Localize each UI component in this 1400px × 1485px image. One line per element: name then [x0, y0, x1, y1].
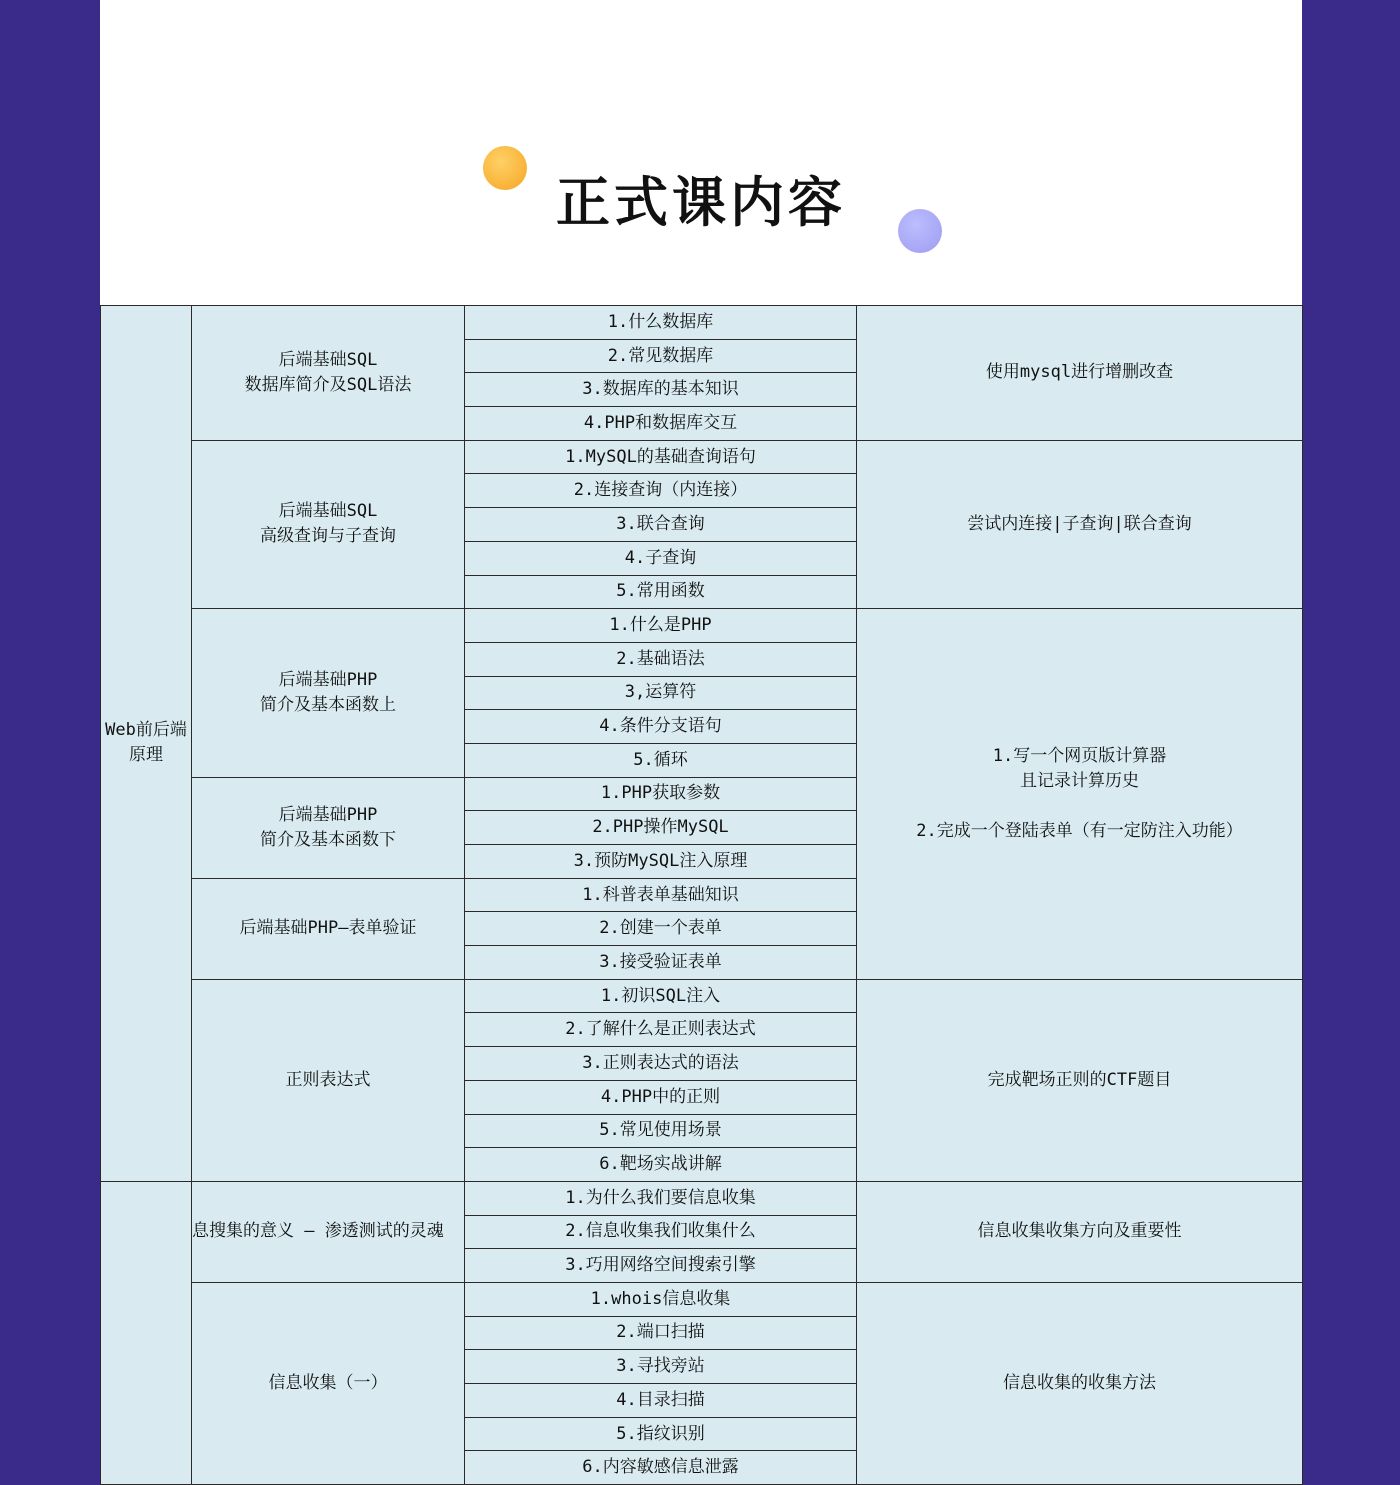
module-cell	[101, 1181, 192, 1484]
lesson-item: 1.什么数据库	[465, 306, 857, 340]
topic-cell: 后端基础SQL 高级查询与子查询	[192, 440, 465, 608]
topic-cell: 息搜集的意义 — 渗透测试的灵魂	[192, 1181, 465, 1282]
topic-cell: 正则表达式	[192, 979, 465, 1181]
course-table	[100, 305, 1303, 1485]
module-cell: Web前后端 原理	[101, 306, 192, 1182]
lesson-item: 1.科普表单基础知识	[465, 878, 857, 912]
topic-cell: 后端基础PHP 简介及基本函数上	[192, 609, 465, 777]
lesson-item: 3.寻找旁站	[465, 1350, 857, 1384]
lesson-item: 4.子查询	[465, 541, 857, 575]
lesson-item: 2.了解什么是正则表达式	[465, 1013, 857, 1047]
lesson-item: 2.常见数据库	[465, 339, 857, 373]
topic-cell: 后端基础PHP—表单验证	[192, 878, 465, 979]
lesson-item: 5.常见使用场景	[465, 1114, 857, 1148]
lesson-item: 2.连接查询（内连接）	[465, 474, 857, 508]
project-cell: 信息收集收集方向及重要性	[857, 1181, 1303, 1282]
lesson-item: 6.内容敏感信息泄露	[465, 1451, 857, 1485]
lesson-item: 4.PHP中的正则	[465, 1080, 857, 1114]
lesson-item: 5.常用函数	[465, 575, 857, 609]
header	[100, 0, 1302, 305]
lesson-item: 1.什么是PHP	[465, 609, 857, 643]
project-cell: 信息收集的收集方法	[857, 1282, 1303, 1484]
table-row	[101, 1282, 1303, 1316]
lesson-item: 3.数据库的基本知识	[465, 373, 857, 407]
lesson-item: 4.目录扫描	[465, 1384, 857, 1418]
table-row	[101, 1181, 1303, 1215]
topic-cell: 后端基础SQL 数据库简介及SQL语法	[192, 306, 465, 441]
lesson-item: 2.创建一个表单	[465, 912, 857, 946]
lesson-item: 3,运算符	[465, 676, 857, 710]
lesson-item: 3.预防MySQL注入原理	[465, 845, 857, 879]
project-cell: 1.写一个网页版计算器 且记录计算历史 2.完成一个登陆表单（有一定防注入功能）	[857, 609, 1303, 980]
table-row	[101, 609, 1303, 643]
page-sheet	[100, 0, 1302, 1484]
lesson-item: 3.接受验证表单	[465, 946, 857, 980]
table-row	[101, 306, 1303, 340]
project-cell: 使用mysql进行增删改查	[857, 306, 1303, 441]
lesson-item: 2.端口扫描	[465, 1316, 857, 1350]
lesson-item: 1.MySQL的基础查询语句	[465, 440, 857, 474]
page-title: 正式课内容	[556, 171, 846, 234]
lesson-item: 4.PHP和数据库交互	[465, 407, 857, 441]
table-row	[101, 979, 1303, 1013]
lesson-item: 2.基础语法	[465, 642, 857, 676]
lesson-item: 6.靶场实战讲解	[465, 1148, 857, 1182]
lesson-item: 5.循环	[465, 743, 857, 777]
table-row	[101, 440, 1303, 474]
lesson-item: 1.初识SQL注入	[465, 979, 857, 1013]
lesson-item: 3.正则表达式的语法	[465, 1047, 857, 1081]
topic-cell: 后端基础PHP 简介及基本函数下	[192, 777, 465, 878]
lesson-item: 2.PHP操作MySQL	[465, 811, 857, 845]
lesson-item: 4.条件分支语句	[465, 710, 857, 744]
lesson-item: 3.巧用网络空间搜索引擎	[465, 1249, 857, 1283]
project-cell: 尝试内连接|子查询|联合查询	[857, 440, 1303, 608]
lesson-item: 3.联合查询	[465, 508, 857, 542]
lesson-item: 2.信息收集我们收集什么	[465, 1215, 857, 1249]
project-cell: 完成靶场正则的CTF题目	[857, 979, 1303, 1181]
topic-cell: 信息收集（一）	[192, 1282, 465, 1484]
lesson-item: 1.whois信息收集	[465, 1282, 857, 1316]
lesson-item: 5.指纹识别	[465, 1417, 857, 1451]
lesson-item: 1.PHP获取参数	[465, 777, 857, 811]
lesson-item: 1.为什么我们要信息收集	[465, 1181, 857, 1215]
